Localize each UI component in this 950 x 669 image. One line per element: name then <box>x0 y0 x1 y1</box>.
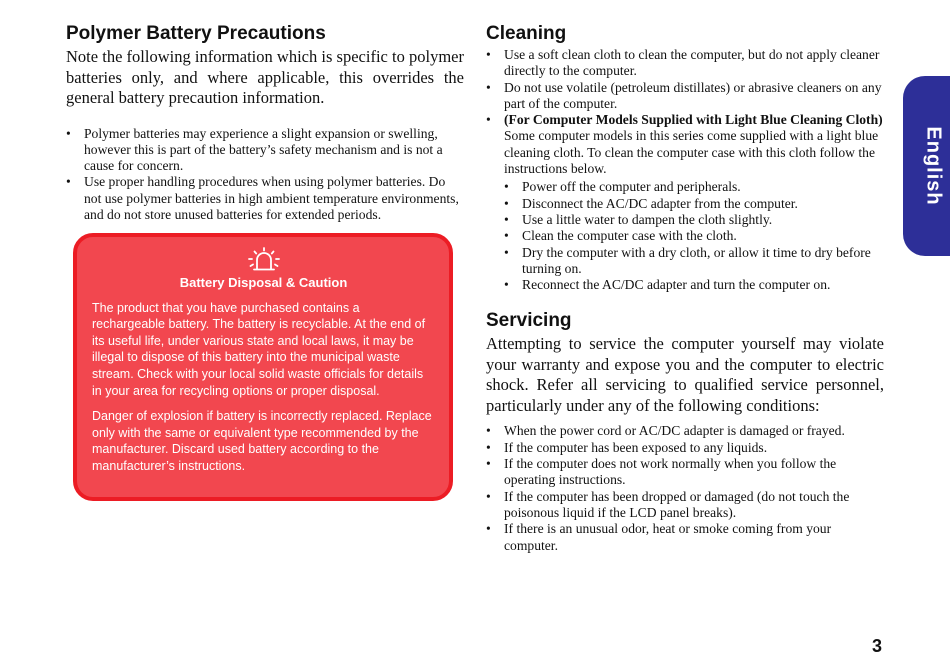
list-item: • If the computer does not work normally when you follow the operating instructions. <box>486 456 884 489</box>
list-item: • Power off the computer and peripherals. <box>504 179 884 195</box>
left-column <box>66 22 464 223</box>
list-item: • When the power cord or AC/DC adapter is damaged or frayed. <box>486 423 884 439</box>
list-item: • Polymer batteries may experience a slight expansion or swelling, however this is part of the battery’s safety mechanism and is not a cause for concern. <box>66 126 464 175</box>
language-tab <box>903 76 950 256</box>
servicing-list <box>486 423 884 553</box>
list-item: • If the computer has been dropped or damaged (do not touch the poisonous liquid if the LCD panel breaks). <box>486 489 884 522</box>
polymer-battery-list <box>66 126 464 224</box>
page-number: 3 <box>871 636 882 656</box>
servicing-lead: Attempting to service the computer yourself may violate your warranty and expose you and the computer to electric shock. Refer all servicing to qualified service personnel, particularly under any of the following conditions: <box>486 334 884 415</box>
list-item: • Use a little water to dampen the cloth slightly. <box>504 212 884 228</box>
list-item <box>486 112 884 177</box>
list-item: • Disconnect the AC/DC adapter from the computer. <box>504 196 884 212</box>
servicing-title: Servicing <box>486 310 572 332</box>
list-item: • Clean the computer case with the cloth. <box>504 228 884 244</box>
cleaning-list <box>486 47 884 177</box>
list-item: • Use a soft clean cloth to clean the computer, but do not apply cleaner directly to the computer. <box>486 47 884 80</box>
right-column <box>486 22 884 554</box>
battery-caution-box <box>73 233 453 501</box>
caution-title: Battery Disposal & Caution <box>179 275 348 290</box>
polymer-battery-title: Polymer Battery Precautions <box>66 23 326 44</box>
language-tab-label: English <box>922 126 945 206</box>
list-item: • If there is an unusual odor, heat or smoke coming from your computer. <box>486 521 884 554</box>
list-item: • Reconnect the AC/DC adapter and turn the computer on. <box>504 277 884 293</box>
list-item: • Do not use volatile (petroleum distillates) or abrasive cleaners on any part of the computer. <box>486 80 884 113</box>
cleaning-cloth-text: Some computer models in this series come supplied with a light blue cleaning cloth. To clean the computer case with this cloth follow the instructions below. <box>504 128 879 177</box>
cleaning-title: Cleaning <box>486 23 567 44</box>
caution-paragraph-recycle: The product that you have purchased contains a rechargeable battery. The battery is recyclable. At the end of its useful life, under various state and local laws, it may be illegal to dispose of this battery into the municipal waste stream. Check with your local solid waste officials for details in your area for recycling options or proper disposal. <box>92 300 426 398</box>
list-item: • Dry the computer with a dry cloth, or allow it time to dry before turning on. <box>504 245 884 278</box>
caution-paragraph-explosion: Danger of explosion if battery is incorrectly replaced. Replace only with the same or equivalent type recommended by the manufacturer. Discard used battery according to the manufacturer’s instructions. <box>92 409 432 473</box>
list-item: • If the computer has been exposed to any liquids. <box>486 440 884 456</box>
cleaning-steps-list <box>504 179 884 293</box>
warning-light-icon <box>92 247 435 275</box>
list-item: • Use proper handling procedures when using polymer batteries. Do not use polymer batteries in high ambient temperature environments, and do not store unused batteries for extended periods. <box>66 174 464 223</box>
polymer-battery-lead: Note the following information which is specific to polymer batteries only, and where applicable, this overrides the general battery precaution information. <box>66 47 464 107</box>
cleaning-cloth-heading: (For Computer Models Supplied with Light Blue Cleaning Cloth) <box>504 112 883 128</box>
